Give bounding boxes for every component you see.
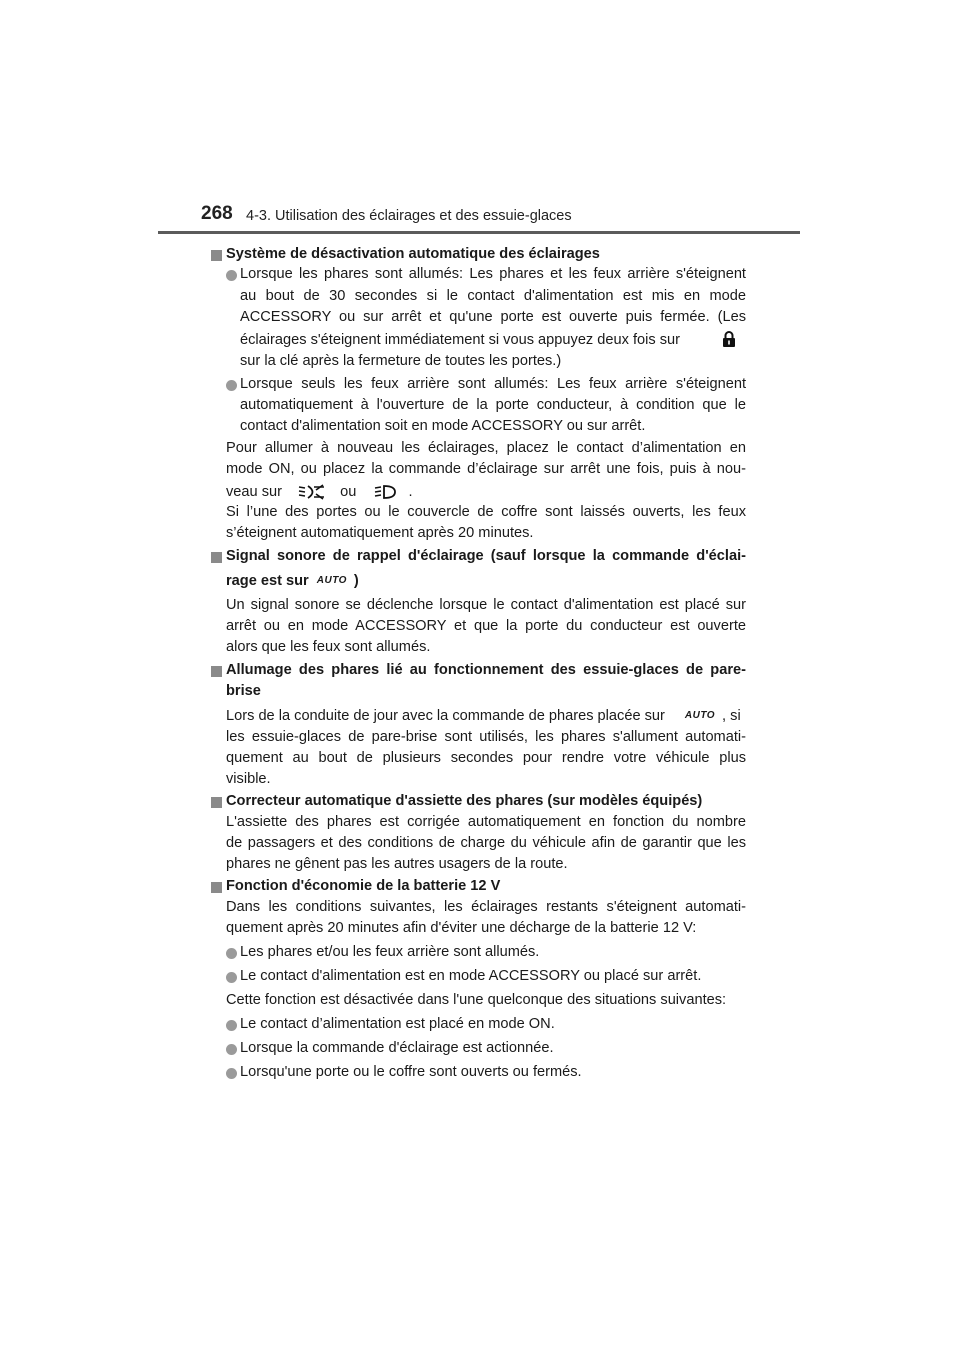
paragraph-line: Lorsque seuls les feux arrière sont allumés: Les feux arrière s'éteignent	[240, 376, 746, 392]
paragraph-line: sur la clé après la fermeture de toutes les portes.)	[240, 353, 562, 369]
section-heading: Correcteur automatique d'assiette des phares (sur modèles équipés)	[226, 793, 703, 809]
section-heading: Système de désactivation automatique des éclairages	[226, 246, 600, 262]
paragraph-line	[240, 330, 746, 352]
line-text: Lors de la conduite de jour avec la commande de phares placée sur	[226, 708, 665, 724]
paragraph-line: les essuie-glaces de pare-brise sont utilisés, les phares s'allument automati-	[226, 729, 746, 745]
section-heading	[226, 571, 746, 593]
bullet-dot	[226, 380, 237, 391]
auto-icon: AUTO	[316, 575, 347, 587]
section-marker-square	[211, 666, 222, 677]
bullet-dot	[226, 1044, 237, 1055]
header-divider	[158, 231, 800, 234]
paragraph-line	[226, 706, 746, 728]
line-text: veau sur	[226, 484, 282, 500]
list-item: Le contact d’alimentation est placé en mode ON.	[240, 1016, 555, 1032]
paragraph-line: ACCESSORY ou sur arrêt et qu'une porte est ouverte puis fermée. (Les	[240, 309, 746, 325]
paragraph-line: visible.	[226, 771, 271, 787]
paragraph-line: au bout de 30 secondes si le contact d'alimentation est mis en mode	[240, 288, 746, 304]
page-number: 268	[201, 203, 233, 224]
paragraph-line: Cette fonction est désactivée dans l'une quelconque des situations suivantes:	[226, 992, 727, 1008]
paragraph-line: mode ON, ou placez la commande d’éclairage sur arrêt une fois, puis à nou-	[226, 461, 746, 477]
line-text: éclairages s'éteignent immédiatement si vous appuyez deux fois sur	[240, 332, 681, 348]
lock-icon	[722, 330, 736, 348]
heading-text: )	[353, 573, 359, 589]
paragraph-line: Lorsque les phares sont allumés: Les phares et les feux arrière s'éteignent	[240, 266, 746, 282]
section-title: 4-3. Utilisation des éclairages et des essuie-glaces	[246, 208, 572, 224]
paragraph-line: phares ne gênent pas les autres usagers de la route.	[226, 856, 568, 872]
list-item: Les phares et/ou les feux arrière sont allumés.	[240, 944, 540, 960]
auto-icon: AUTO	[684, 710, 716, 722]
paragraph-line: alors que les feux sont allumés.	[226, 639, 431, 655]
section-marker-square	[211, 797, 222, 808]
paragraph-line: de passagers et des conditions de charge du véhicule afin de garantir que les	[226, 835, 746, 851]
section-marker-square	[211, 552, 222, 563]
paragraph-line: L'assiette des phares est corrigée automatiquement en fonction du nombre	[226, 814, 746, 830]
low-beam-icon	[298, 484, 326, 500]
paragraph-line: arrêt ou en mode ACCESSORY et que la porte du conducteur est ouverte	[226, 618, 746, 634]
line-text: , si	[722, 708, 741, 724]
section-heading: Signal sonore de rappel d'éclairage (sauf lorsque la commande d'éclai-	[226, 548, 746, 564]
paragraph-line: s’éteignent automatiquement après 20 minutes.	[226, 525, 534, 541]
bullet-dot	[226, 948, 237, 959]
section-marker-square	[211, 882, 222, 893]
section-heading: brise	[226, 683, 261, 699]
line-text: ou	[340, 484, 357, 500]
heading-text: rage est sur	[226, 573, 309, 589]
section-marker-square	[211, 250, 222, 261]
paragraph-line: Dans les conditions suivantes, les éclairages restants s'éteignent automati-	[226, 899, 746, 915]
headlight-icon	[374, 484, 396, 500]
bullet-dot	[226, 972, 237, 983]
paragraph-line: Si l’une des portes ou le couvercle de coffre sont laissés ouverts, les feux	[226, 504, 746, 520]
bullet-dot	[226, 270, 237, 281]
paragraph-line: contact d'alimentation soit en mode ACCESSORY ou sur arrêt.	[240, 418, 646, 434]
paragraph-line: automatiquement à l'ouverture de la porte conducteur, à condition que le	[240, 397, 746, 413]
paragraph-line: Un signal sonore se déclenche lorsque le contact d'alimentation est placé sur	[226, 597, 746, 613]
paragraph-line: quement après 20 minutes afin d'éviter une décharge de la batterie 12 V:	[226, 920, 697, 936]
line-text: .	[408, 484, 413, 500]
bullet-dot	[226, 1020, 237, 1031]
paragraph-line	[226, 482, 746, 504]
list-item: Lorsqu'une porte ou le coffre sont ouverts ou fermés.	[240, 1064, 582, 1080]
section-heading: Allumage des phares lié au fonctionnement des essuie-glaces de pare-	[226, 662, 746, 678]
list-item: Le contact d'alimentation est en mode ACCESSORY ou placé sur arrêt.	[240, 968, 702, 984]
paragraph-line: quement au bout de plusieurs secondes pour rendre votre véhicule plus	[226, 750, 746, 766]
section-heading: Fonction d'économie de la batterie 12 V	[226, 878, 501, 894]
paragraph-line: Pour allumer à nouveau les éclairages, placez le contact d’alimentation en	[226, 440, 746, 456]
list-item: Lorsque la commande d'éclairage est actionnée.	[240, 1040, 554, 1056]
bullet-dot	[226, 1068, 237, 1079]
